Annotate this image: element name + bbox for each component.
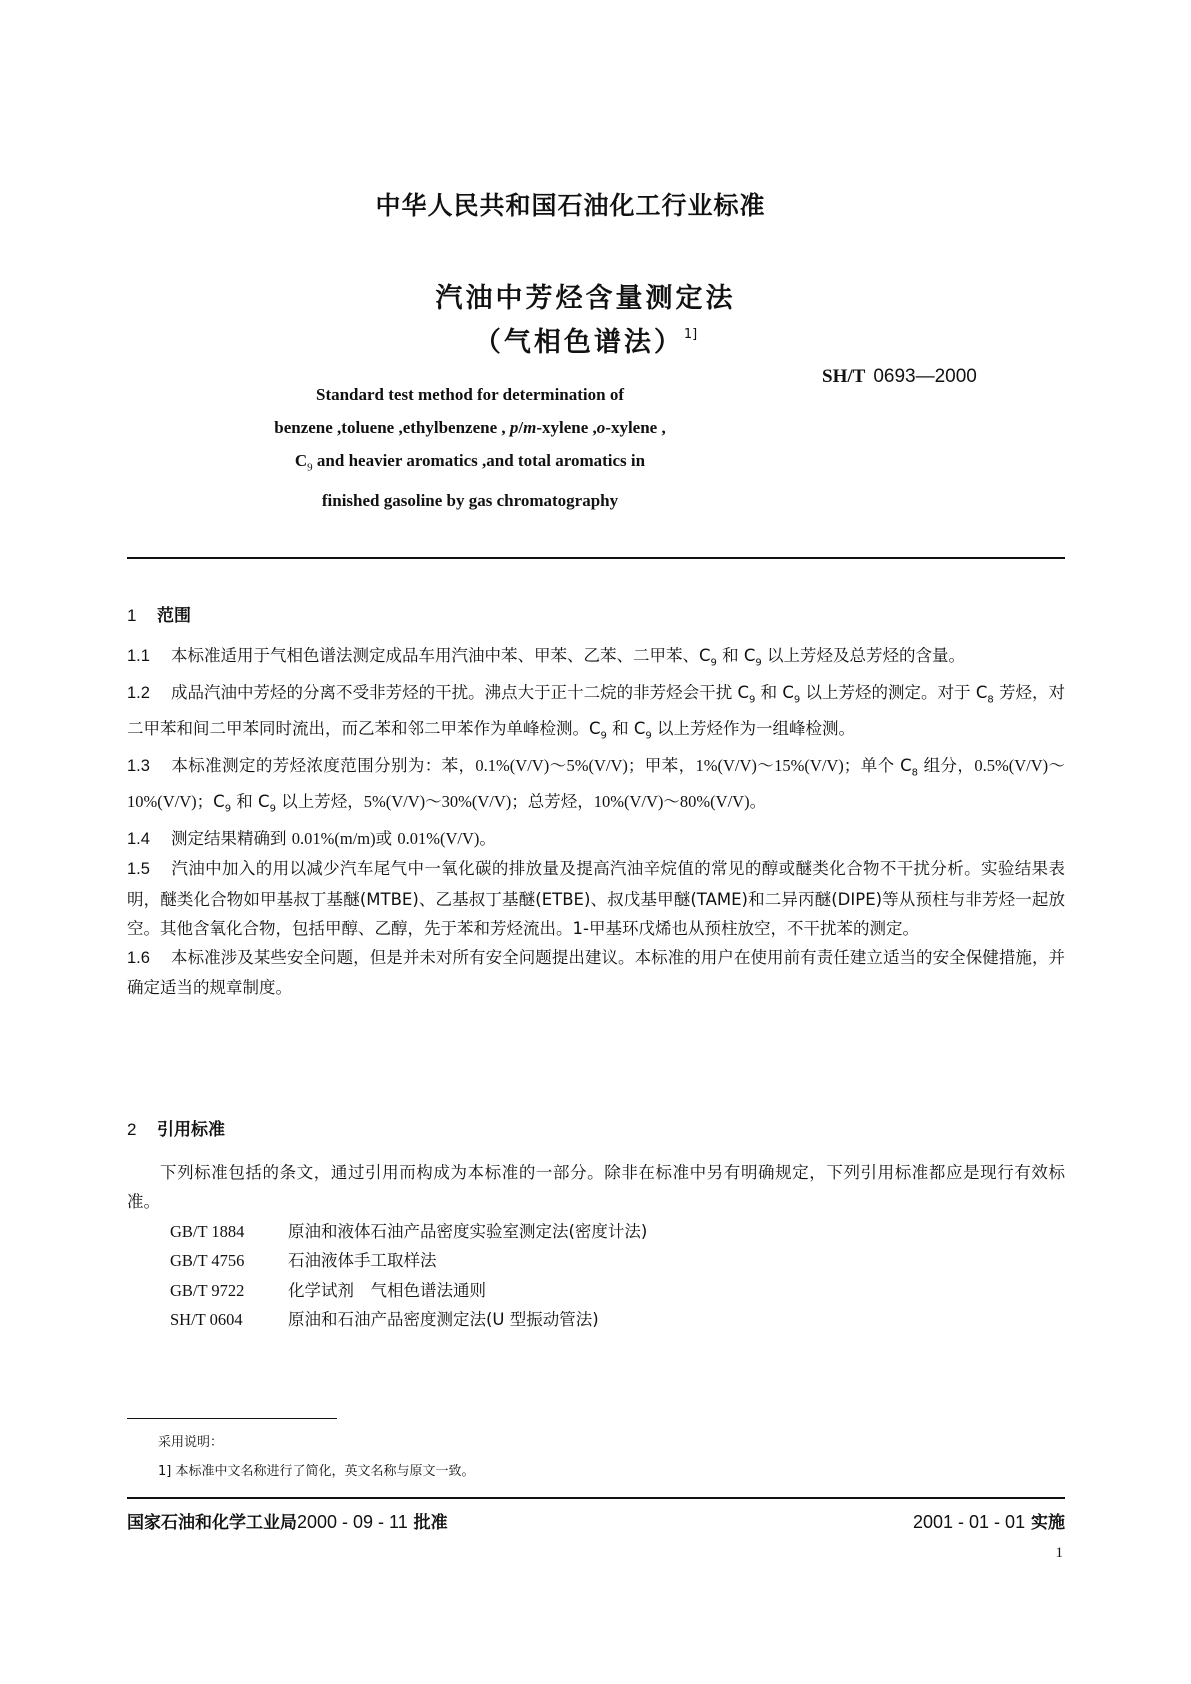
section-1-body [127,641,1065,1003]
title-en-text: -xylene , [536,418,597,437]
clause-text: 。 [479,828,496,848]
standard-prefix: SH/T [822,366,866,387]
clause-text: 本标准适用于气相色谱法测定成品车用汽油中苯、甲苯、乙苯、二甲苯、C [171,646,711,665]
subscript: 9 [269,803,276,815]
reference-item [170,1217,647,1246]
clause-1-1 [127,641,1065,678]
reference-item [170,1305,647,1334]
section-number: 2 [127,1120,137,1139]
concentration-range: 0.5%(V/V)～10%(V/V) [127,755,1065,812]
approval-line [127,1508,448,1533]
title-en-text: C [294,451,308,470]
clause-number: 1.5 [127,860,150,879]
clause-1-4 [127,824,1065,854]
document-subtitle-cn [0,320,1191,359]
footnote-text: 1] 本标准中文名称进行了简化，英文名称与原文一致。 [158,1464,475,1479]
title-en-line-4: finished gasoline by gas chromatography [321,491,619,511]
clause-text: 本标准涉及某些安全问题，但是并未对所有安全问题提出建议。本标准的用户在使用前有责任建立适当的安全保健措施，并确定适当的规章制度。 [127,948,1065,998]
concentration-range: 1%(V/V)～15%(V/V) [695,755,844,775]
reference-code: GB/T 4756 [170,1251,245,1271]
reference-code: GB/T 1884 [170,1222,245,1241]
clause-text: 以上芳烃的测定。对于 C [800,682,988,702]
reference-code: SH/T 0604 [170,1309,243,1329]
concentration-range: 0.1%(V/V)～5%(V/V) [475,755,628,775]
clause-text: 汽油中加入的用以减少汽车尾气中一氧化碳的排放量及提高汽油辛烷值的常见的醇或醚类化合物不干扰分析。实验结果表明，醚类化合物如甲基叔丁基醚(MTBE)、乙基叔丁基醚(ETBE)、叔戊基甲醚(TAME)和二异丙醚(DIPE)等从预柱与非芳烃一起放空。其他含氧化合物，包括甲醇、乙醇，先于苯和芳烃流出。1-甲基环戊烯也从预柱放空，不干扰苯的测定。 [127,859,1065,938]
issuing-authority: 中华人民共和国石油化工行业标准 [375,191,766,220]
clause-text: ；甲苯， [627,755,696,775]
footnote-ref: 1] [683,327,698,342]
section-title: 引用标准 [157,1120,225,1140]
title-en-text: / [518,418,524,437]
title-en-line-2 [200,411,740,444]
standard-code: 0693—2000 [873,366,977,387]
clause-text: 和 C [231,792,270,812]
subscript: 9 [748,693,756,705]
clause-number: 1.2 [127,683,150,702]
effective-label: 实施 [1031,1513,1065,1533]
footnote-label: 采用说明： [158,1435,224,1450]
subscript: 9 [793,693,801,705]
approval-label: 批准 [413,1513,448,1533]
standard-number [822,365,977,388]
document-title-cn: 汽油中芳烃含量测定法 [435,283,736,314]
reference-title: 原油和石油产品密度测定法(U 型振动管法) [288,1309,599,1329]
normative-references-list [170,1217,647,1334]
clause-text: 和 C [606,719,646,739]
concentration-range: 10%(V/V)～80%(V/V) [593,792,750,812]
title-en-italic: m [523,418,537,437]
document-title-en [200,378,740,517]
clause-text: 芳烃，对二甲苯和间二甲苯同时流出，而乙苯和邻二甲苯作为单峰检测。C [127,682,1066,739]
clause-number: 1.4 [127,829,150,848]
title-en-italic: o [596,418,606,437]
clause-text: 本标准测定的芳烃浓度范围分别为：苯， [171,755,476,775]
clause-number: 1.3 [127,756,150,775]
title-en-subscript: 9 [307,461,313,474]
clause-1-3 [127,751,1065,824]
reference-title: 化学试剂 气相色谱法通则 [288,1280,486,1300]
reference-title: 原油和液体石油产品密度实验室测定法(密度计法) [288,1222,648,1241]
title-en-text: -xylene , [605,418,666,437]
subscript: 9 [224,803,232,815]
section-1-heading [127,601,191,626]
approval-date: 2000 - 09 - 11 [297,1512,408,1532]
subscript: 8 [911,767,919,779]
subscript: 9 [755,657,762,669]
clause-1-5 [127,854,1065,943]
subscript: 9 [600,730,607,742]
clause-text: 成品汽油中芳烃的分离不受非芳烃的干扰。沸点大于正十二烷的非芳烃会干扰 C [171,682,749,702]
concentration-range: 5%(V/V)～30%(V/V) [363,792,512,812]
subtitle-text: （气相色谱法） [473,327,684,358]
clause-text: 和 C [755,682,794,702]
footnote-divider [127,1418,337,1419]
intro-paragraph: 下列标准包括的条文，通过引用而构成为本标准的一部分。除非在标准中另有明确规定，下列引用标准都应是现行有效标准。 [127,1163,1065,1212]
reference-code: GB/T 9722 [170,1280,245,1300]
reference-item [170,1246,647,1275]
clause-text: 组分， [918,755,975,775]
clause-text: 和 C [716,646,756,665]
clause-text: 测定结果精确到 [171,828,292,848]
approving-authority: 国家石油和化学工业局 [127,1513,297,1533]
title-en-text: and heavier aromatics ,and total aromatics in [312,451,646,470]
clause-text: ；单个 C [843,755,912,775]
title-en-text: benzene ,toluene ,ethylbenzene , [274,418,510,437]
section-number: 1 [127,606,137,625]
clause-text: 。 [749,792,767,812]
precision-value: 0.01%(V/V) [397,828,480,848]
section-2-intro [127,1158,1065,1217]
clause-1-2 [127,678,1065,751]
clause-number: 1.1 [127,647,150,665]
clause-text: 以上芳烃及总芳烃的含量。 [761,646,966,665]
subscript: 8 [987,693,994,705]
clause-text: ；总芳烃， [511,792,594,812]
effective-line [913,1508,1065,1533]
clause-text: 以上芳烃作为一组峰检测。 [651,719,856,739]
reference-title: 石油液体手工取样法 [288,1251,437,1271]
reference-item [170,1276,647,1305]
header-divider [127,557,1065,559]
effective-date: 2001 - 01 - 01 [913,1512,1026,1532]
subscript: 9 [645,730,652,742]
clause-text: 或 [375,828,398,848]
clause-text: ；C [196,792,225,812]
page-number: 1 [1055,1545,1063,1561]
precision-value: 0.01%(m/m) [291,828,376,848]
clause-text: 以上芳烃， [275,792,364,812]
footer-divider [127,1497,1065,1499]
clause-number: 1.6 [127,949,150,968]
clause-1-6 [127,943,1065,1003]
title-en-line-1: Standard test method for determination of [315,385,625,404]
title-en-italic: p [509,418,519,437]
section-2-heading [127,1115,225,1140]
section-title: 范围 [157,606,191,626]
title-en-line-3 [200,444,740,484]
subscript: 9 [710,657,717,669]
